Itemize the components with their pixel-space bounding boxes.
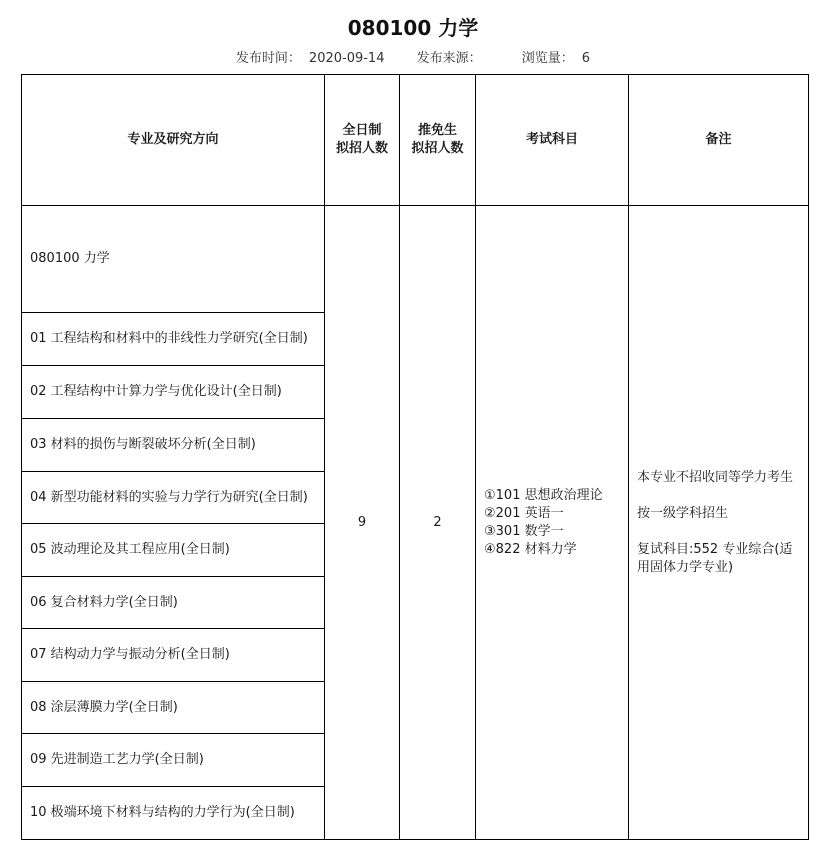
exempt-count-cell <box>400 206 475 839</box>
direction-text: 10 极端环境下材料与结构的力学行为(全日制) <box>30 805 295 820</box>
page-title: 080100 力学 <box>347 16 479 40</box>
note-item: 按一级学科招生 <box>637 505 729 521</box>
direction-text: 080100 力学 <box>30 251 110 266</box>
direction-row <box>22 366 324 418</box>
publish-meta <box>0 47 826 66</box>
direction-row <box>22 734 324 786</box>
subject-item: ①101 思想政治理论 <box>484 487 603 503</box>
notes-cell <box>629 206 808 839</box>
header-subjects-label: 考试科目 <box>525 132 578 147</box>
direction-row <box>22 682 324 733</box>
header-exempt-line1: 推免生 <box>417 123 457 138</box>
header-fulltime-line2: 拟招人数 <box>335 141 388 156</box>
note-item: 本专业不招收同等学力考生 <box>637 469 794 485</box>
header-exempt <box>400 75 475 205</box>
subjects-list <box>476 487 611 559</box>
header-notes-label: 备注 <box>705 132 732 147</box>
direction-text: 03 材料的损伤与断裂破坏分析(全日制) <box>30 437 256 452</box>
direction-row <box>22 313 324 365</box>
note-item: 复试科目:552 专业综合(适用固体力学专业) <box>637 541 793 575</box>
header-notes <box>629 75 808 205</box>
table-border-bottom <box>21 839 809 840</box>
direction-text: 07 结构动力学与振动分析(全日制) <box>30 647 230 662</box>
direction-row <box>22 419 324 471</box>
direction-text: 08 涂层薄膜力学(全日制) <box>30 699 178 715</box>
publish-time-label: 发布时间： <box>235 51 301 66</box>
direction-text: 04 新型功能材料的实验与力学行为研究(全日制) <box>30 489 308 505</box>
fulltime-count-cell <box>325 206 399 839</box>
view-count-value: 6 <box>581 51 591 66</box>
direction-text: 09 先进制造工艺力学(全日制) <box>30 752 204 767</box>
publish-time <box>232 51 389 66</box>
publish-time-value: 2020-09-14 <box>308 51 385 66</box>
subject-item: ④822 材料力学 <box>484 541 577 557</box>
header-subjects <box>476 75 628 205</box>
publish-source-label: 发布来源： <box>416 51 482 66</box>
header-fulltime-line1: 全日制 <box>342 123 382 138</box>
publish-source <box>413 51 494 66</box>
subject-item: ③301 数学一 <box>484 523 564 539</box>
direction-text: 01 工程结构和材料中的非线性力学研究(全日制) <box>30 331 308 346</box>
notes-list <box>629 469 808 577</box>
header-direction-label: 专业及研究方向 <box>127 132 219 147</box>
table-border-right <box>808 74 809 840</box>
direction-text: 02 工程结构中计算力学与优化设计(全日制) <box>30 384 282 399</box>
direction-text: 06 复合材料力学(全日制) <box>30 594 178 610</box>
subject-item: ②201 英语一 <box>484 505 564 521</box>
header-fulltime <box>325 75 399 205</box>
direction-row <box>22 629 324 681</box>
header-direction <box>22 75 324 205</box>
direction-text: 05 波动理论及其工程应用(全日制) <box>30 542 230 557</box>
direction-row <box>22 577 324 628</box>
header-exempt-line2: 拟招人数 <box>411 141 464 156</box>
subjects-cell <box>476 206 628 839</box>
direction-row <box>22 524 324 576</box>
view-count <box>518 51 594 66</box>
exempt-count: 2 <box>433 514 442 530</box>
direction-row <box>22 787 324 839</box>
direction-row <box>22 472 324 523</box>
view-count-label: 浏览量： <box>521 51 574 66</box>
fulltime-count: 9 <box>357 514 367 530</box>
direction-row-major <box>22 206 324 312</box>
